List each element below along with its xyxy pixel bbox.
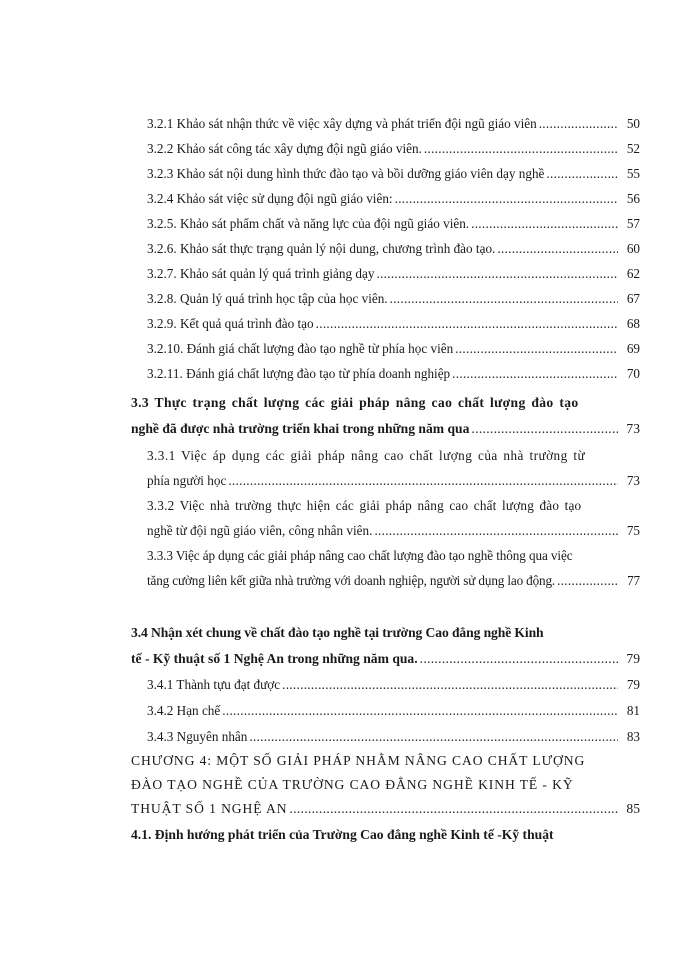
toc-entry-title: 3.2.3 Khảo sát nội dung hình thức đào tạo và bồi dưỡng giáo viên dạy nghề: [147, 166, 545, 181]
toc-leader-dots: [374, 523, 618, 539]
toc-leader-dots: [376, 266, 618, 282]
toc-leader-dots: [420, 651, 618, 667]
toc-entry-title: phía người học: [147, 473, 227, 488]
toc-section-3-4-line1[interactable]: 3.4 Nhận xét chung về chất đào tạo nghề tại trường Cao đẳng nghề Kinh: [131, 625, 544, 640]
toc-entry-3-2-11[interactable]: [147, 366, 640, 382]
toc-entry-3-4-1[interactable]: [147, 677, 640, 693]
toc-page-number: 50: [626, 116, 640, 131]
toc-page-number: 79: [626, 651, 640, 666]
toc-entry-3-2-1[interactable]: [147, 116, 640, 132]
toc-leader-dots: [390, 291, 618, 307]
toc-entry-title: THUẬT SỐ 1 NGHỆ AN: [131, 801, 288, 816]
toc-entry-3-2-7[interactable]: [147, 266, 640, 282]
toc-entry-title: 3.4.2 Hạn chế: [147, 703, 221, 718]
toc-leader-dots: [497, 241, 618, 257]
toc-page-number: 62: [626, 266, 640, 281]
toc-entry-title: 3.2.4 Khảo sát việc sử dụng đội ngũ giáo viên:: [147, 191, 393, 206]
toc-page-number: 73: [626, 473, 640, 488]
toc-page-number: 70: [626, 366, 640, 381]
toc-entry-title: 3.2.8. Quản lý quá trình học tập của học viên.: [147, 291, 388, 306]
toc-entry-title: 3.2.11. Đánh giá chất lượng đào tạo từ phía doanh nghiệp: [147, 366, 451, 381]
toc-entry-3-2-4[interactable]: [147, 191, 640, 207]
toc-entry-3-2-3[interactable]: [147, 166, 640, 182]
toc-page-number: 77: [627, 573, 640, 588]
toc-entry-3-4-2[interactable]: [147, 703, 640, 719]
toc-leader-dots: [557, 573, 618, 589]
toc-leader-dots: [424, 141, 618, 157]
toc-section-3-3-line1[interactable]: 3.3 Thực trạng chất lượng các giải pháp nâng cao chất lượng đào tạo: [131, 395, 579, 410]
toc-page-number: 68: [626, 316, 640, 331]
toc-entry-3-3-1-line1[interactable]: 3.3.1 Việc áp dụng các giải pháp nâng cao chất lượng của nhà trường từ: [147, 448, 586, 463]
toc-entry-title: 3.2.9. Kết quả quá trình đào tạo: [147, 316, 314, 331]
toc-chapter-4-line1[interactable]: CHƯƠNG 4: MỘT SỐ GIẢI PHÁP NHẰM NÂNG CAO CHẤT LƯỢNG: [131, 753, 586, 768]
toc-page-number: 57: [626, 216, 640, 231]
toc-entry-title: 3.2.2 Khảo sát công tác xây dựng đội ngũ giáo viên.: [147, 141, 422, 156]
toc-page-number: 83: [626, 729, 640, 744]
toc-leader-dots: [471, 216, 618, 232]
toc-entry-3-2-2[interactable]: [147, 141, 640, 157]
toc-page-number: 60: [626, 241, 640, 256]
toc-section-3-4[interactable]: [131, 651, 640, 667]
toc-leader-dots: [289, 801, 618, 817]
toc-leader-dots: [316, 316, 618, 332]
toc-entry-3-2-9[interactable]: [147, 316, 640, 332]
toc-entry-title: tăng cường liên kết giữa nhà trường với doanh nghiệp, người sử dụng lao động.: [147, 573, 556, 588]
toc-chapter-4-line2[interactable]: ĐÀO TẠO NGHỀ CỦA TRƯỜNG CAO ĐẲNG NGHỀ KINH TẾ - KỸ: [131, 777, 574, 792]
toc-entry-3-3-2-line1[interactable]: 3.3.2 Việc nhà trường thực hiện các giải pháp nâng cao chất lượng đào tạo: [147, 498, 582, 513]
toc-entry-title: 3.2.5. Khảo sát phẩm chất và năng lực của đội ngũ giáo viên.: [147, 216, 470, 231]
toc-leader-dots: [455, 341, 618, 357]
toc-leader-dots: [222, 703, 618, 719]
toc-entry-3-2-5[interactable]: [147, 216, 640, 232]
toc-page-number: 85: [626, 801, 640, 816]
toc-leader-dots: [452, 366, 618, 382]
toc-section-3-3[interactable]: [131, 421, 640, 437]
toc-page-number: 52: [626, 141, 640, 156]
toc-leader-dots: [249, 729, 618, 745]
toc-entry-3-4-3[interactable]: [147, 729, 640, 745]
toc-page-number: 75: [626, 523, 640, 538]
toc-section-4-1[interactable]: 4.1. Định hướng phát triển của Trường Cao đẳng nghề Kinh tế -Kỹ thuật: [131, 827, 554, 842]
toc-entry-title: 3.4.1 Thành tựu đạt được: [147, 677, 281, 692]
toc-leader-dots: [539, 116, 618, 132]
toc-leader-dots: [471, 421, 618, 437]
toc-entry-3-2-8[interactable]: [147, 291, 640, 307]
toc-entry-title: 3.2.10. Đánh giá chất lượng đào tạo nghề từ phía học viên: [147, 341, 454, 356]
toc-entry-title: tế - Kỹ thuật số 1 Nghệ An trong những năm qua.: [131, 651, 418, 666]
toc-page-number: 55: [626, 166, 640, 181]
toc-leader-dots: [228, 473, 618, 489]
toc-entry-3-3-1[interactable]: [147, 473, 640, 489]
toc-chapter-4[interactable]: [131, 801, 640, 817]
toc-page-number: 67: [626, 291, 640, 306]
toc-leader-dots: [395, 191, 618, 207]
toc-entry-3-2-10[interactable]: [147, 341, 640, 357]
toc-entry-3-3-2[interactable]: [147, 523, 640, 539]
toc-entry-title: nghề đã được nhà trường triển khai trong những năm qua: [131, 421, 470, 436]
toc-entry-title: nghề từ đội ngũ giáo viên, công nhân viên.: [147, 523, 373, 538]
toc-leader-dots: [282, 677, 618, 693]
toc-page-number: 73: [626, 421, 640, 436]
toc-page-number: 79: [626, 677, 640, 692]
toc-entry-3-3-3[interactable]: [147, 573, 640, 589]
toc-leader-dots: [546, 166, 618, 182]
toc-entry-title: 3.2.1 Khảo sát nhận thức về việc xây dựng và phát triển đội ngũ giáo viên: [147, 116, 537, 131]
toc-entry-3-2-6[interactable]: [147, 241, 640, 257]
toc-page-number: 56: [626, 191, 640, 206]
toc-entry-title: 3.2.6. Khảo sát thực trạng quản lý nội dung, chương trình đào tạo.: [147, 241, 496, 256]
toc-page-number: 81: [626, 703, 640, 718]
toc-page-number: 69: [626, 341, 640, 356]
toc-entry-title: 3.2.7. Khảo sát quản lý quá trình giảng dạy: [147, 266, 375, 281]
toc-entry-title: 3.4.3 Nguyên nhân: [147, 729, 248, 744]
toc-entry-3-3-3-line1[interactable]: 3.3.3 Việc áp dụng các giải pháp nâng cao chất lượng đào tạo nghề thông qua việc: [147, 548, 573, 563]
